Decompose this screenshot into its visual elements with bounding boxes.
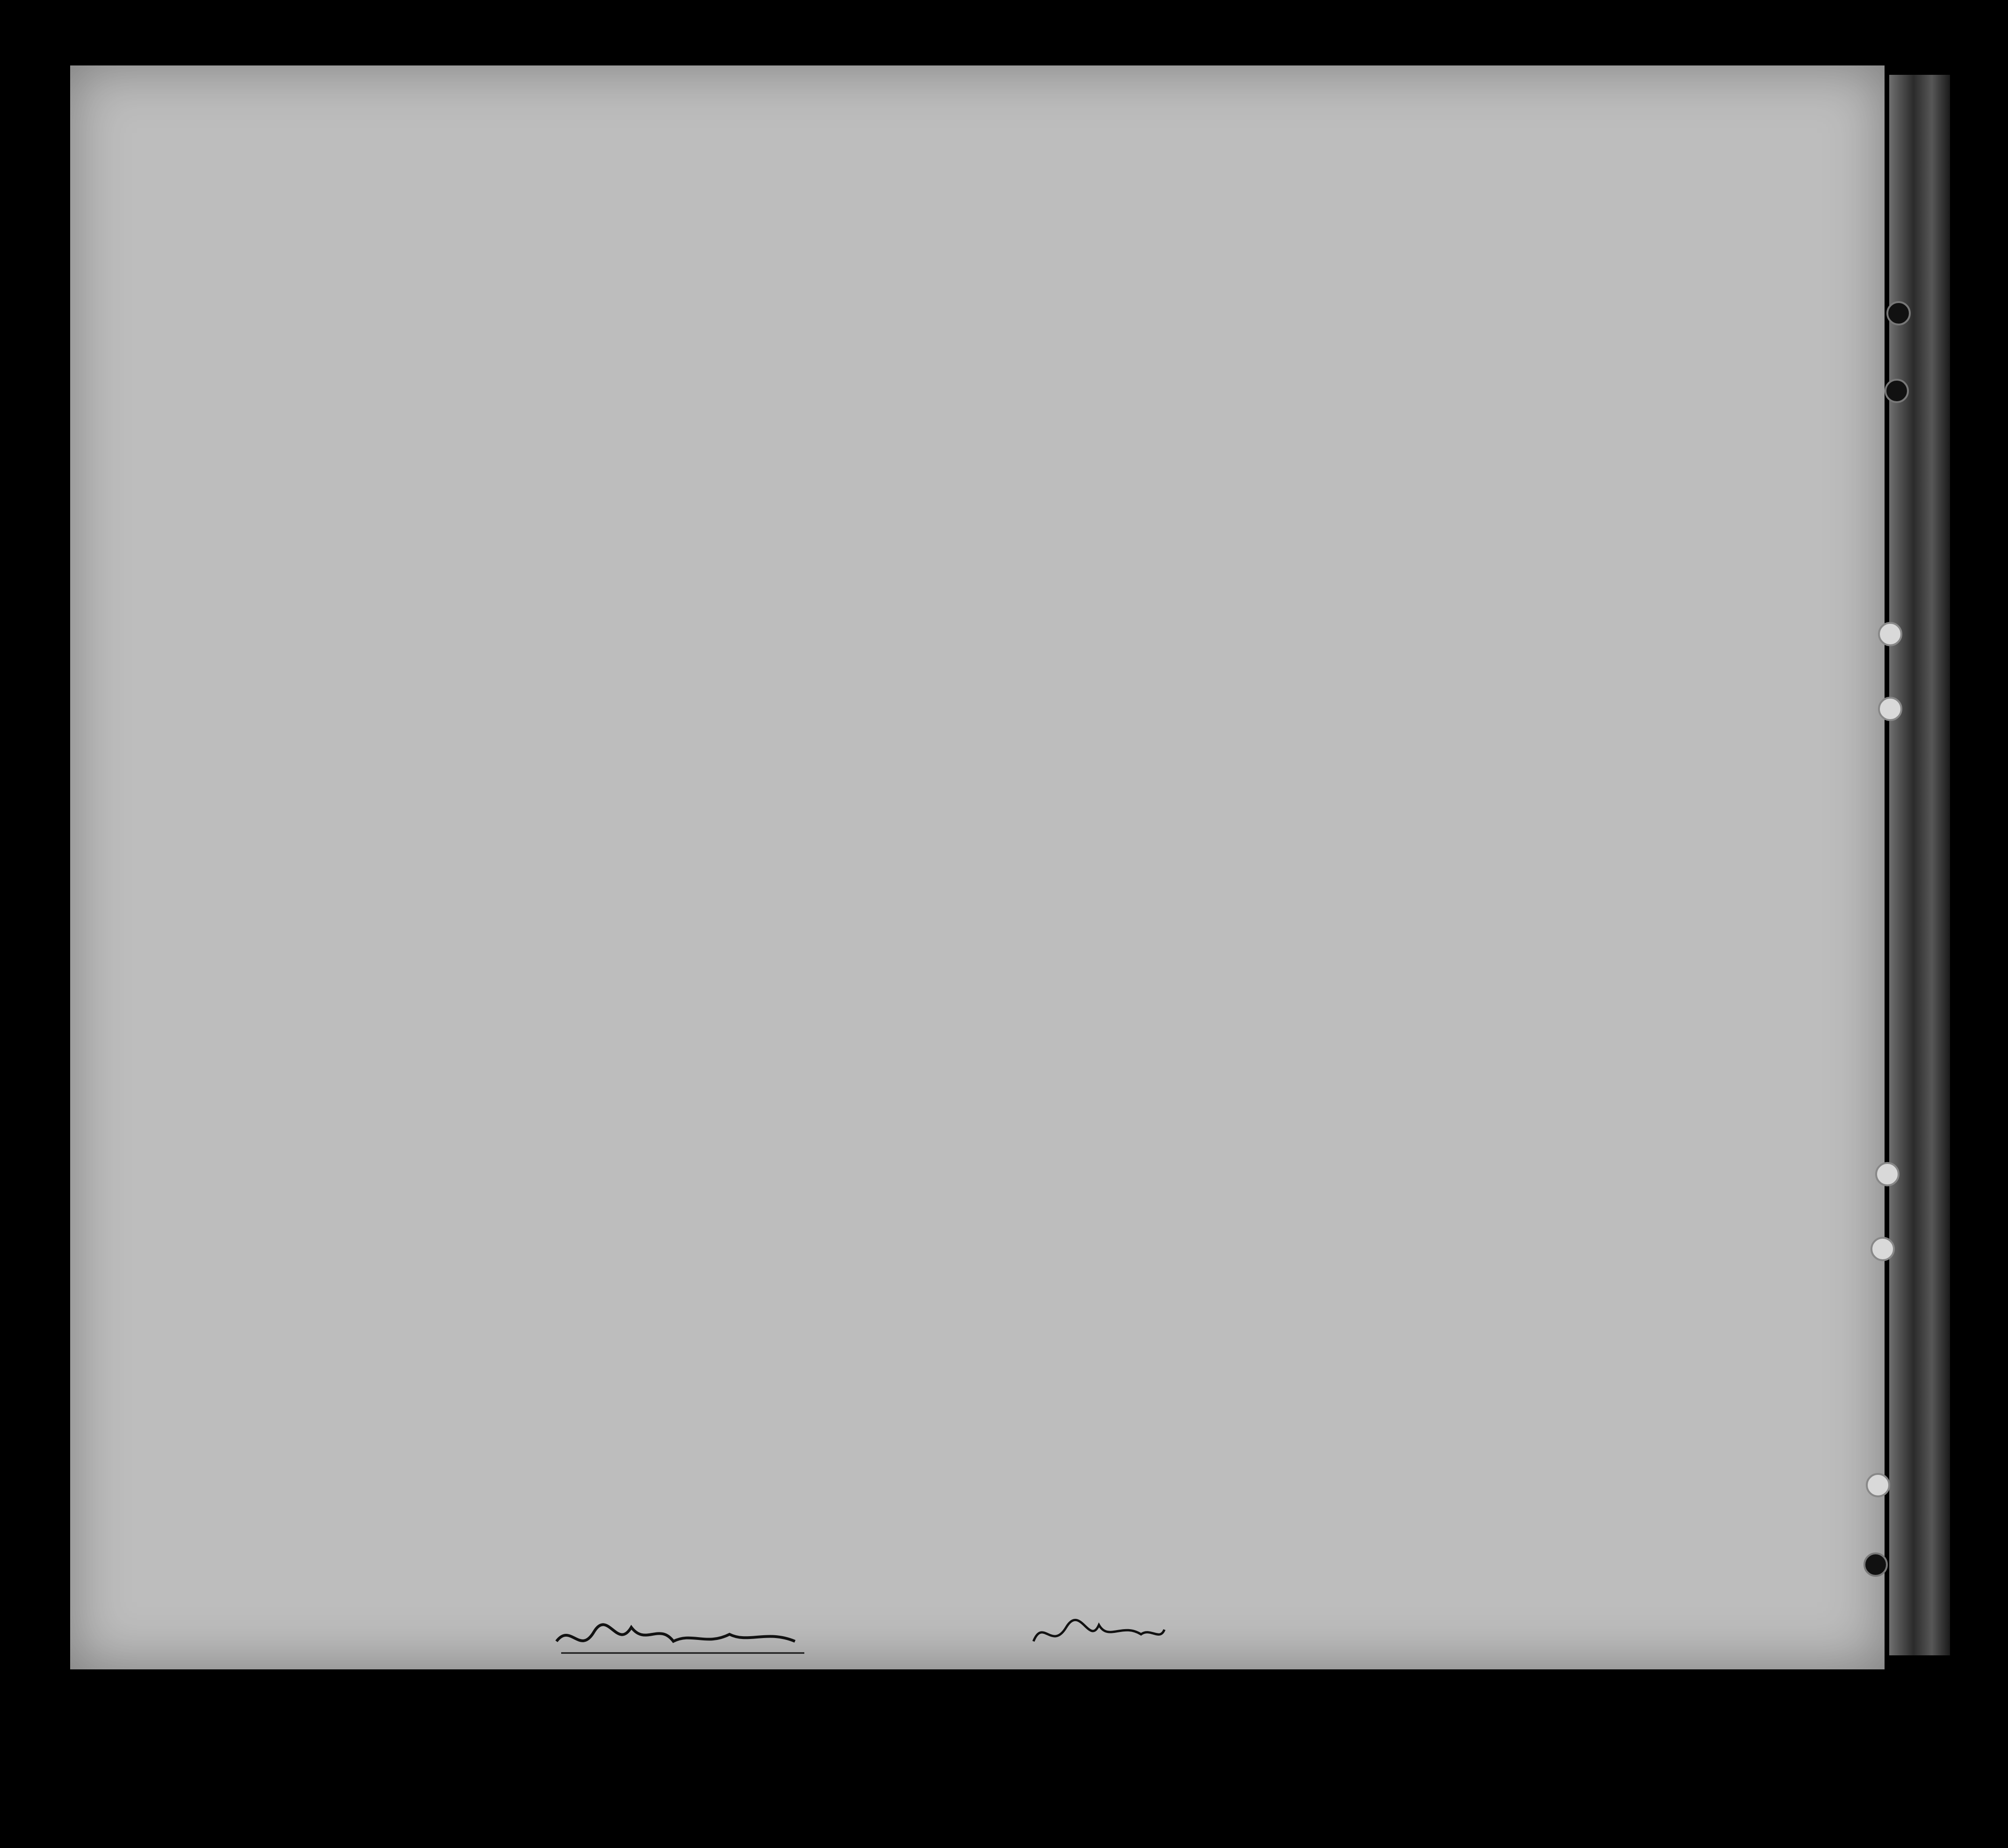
punch-hole: [1878, 697, 1902, 721]
punch-hole: [1878, 622, 1902, 646]
punch-hole: [1885, 379, 1909, 403]
punch-hole: [1886, 301, 1911, 325]
inspector-signature: [552, 1613, 926, 1665]
punch-hole: [1866, 1473, 1890, 1497]
dot-leader: . . . . .: [341, 1668, 407, 1679]
dot-leader: . . . . .: [341, 1714, 407, 1726]
purser-signature: [1029, 1609, 1169, 1660]
punch-hole: [1875, 1162, 1900, 1186]
dot-leader: . . . . .: [341, 1691, 407, 1703]
punch-hole: [1871, 1237, 1895, 1261]
punch-hole: [1864, 1552, 1888, 1577]
